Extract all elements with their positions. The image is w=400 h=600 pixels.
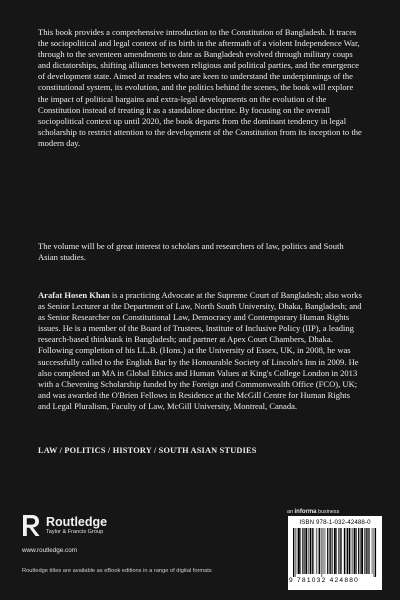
book-description: This book provides a comprehensive introduction to the Constitution of Bangladesh. It traces the sociopolitical and legal context of its birth in the aftermath of a violent Independence War, through to the seventeen amendments to date as Bangladesh evolved through military coups and dictatorships, shifting alliances between religious and political parties, and the emergence of development state. Aimed at readers who are keen to understand the underpinnings of the constitutional system, its evolution, and the politics behind the scenes, the book will explore the impact of political bargains and extra-legal developments on the evolution of the Constitution instead of treating it as a standalone doctrine. By focusing on the overall sociopolitical context up until 2020, the book departs from the dominant tendency in legal scholarship to restrict attention to the development of the Constitution from its inception to the modern day. xyxy=(38,27,362,148)
ean13-barcode-icon xyxy=(293,528,377,577)
routledge-r-logo-icon xyxy=(22,514,41,537)
barcode-digits: 781032 424880 xyxy=(297,577,360,584)
informa-prefix: an xyxy=(287,509,293,515)
publisher-logo xyxy=(22,514,107,537)
informa-brand: informa xyxy=(294,509,317,515)
publisher-group: Taylor & Francis Group xyxy=(46,528,104,535)
author-name: Arafat Hosen Khan xyxy=(38,290,110,300)
informa-suffix: business xyxy=(318,509,340,515)
audience-note: The volume will be of great interest to scholars and researchers of law, politics and South Asian studies. xyxy=(38,241,344,263)
isbn-barcode xyxy=(288,516,382,590)
author-bio-text: is a practicing Advocate at the Supreme Court of Bangladesh; also works as Senior Lecturer at the Department of Law, North South University, Dhaka, Bangladesh; and as Senior Researcher on Constitutional Law, Democracy and Contemporary Human Rights issues. He is a member of the Board of Trustees, Institute of Inclusive Policy (IIP), a leading research-based thinktank in Bangladesh; and partner at Apex Court Chambers, Dhaka. Following completion of his LL.B. (Hons.) at the University of Essex, UK, in 2008, he was successfully called to the English Bar by the Honourable Society of Lincoln's Inn in 2009. He also completed an MA in Global Ethics and Human Values at King's College London in 2013 with a Chevening Scholarship funded by the Foreign and Commonwealth Office (FCO), UK; and was awarded the O'Brien Fellows in Residence at the McGill Centre for Human Rights and Legal Pluralism, Faculty of Law, McGill University, Montreal, Canada. xyxy=(38,290,362,411)
isbn-label: ISBN 978-1-032-42488-0 xyxy=(299,519,371,526)
publisher-name: Routledge xyxy=(46,514,108,529)
author-bio xyxy=(38,290,364,412)
publisher-website: www.routledge.com xyxy=(22,547,77,554)
subject-categories: LAW / POLITICS / HISTORY / SOUTH ASIAN STUDIES xyxy=(38,446,257,455)
informa-business-label xyxy=(287,509,339,515)
ebook-note: Routledge titles are available as eBook editions in a range of digital formats xyxy=(22,568,212,574)
barcode-lead-digit: 9 xyxy=(289,577,293,584)
